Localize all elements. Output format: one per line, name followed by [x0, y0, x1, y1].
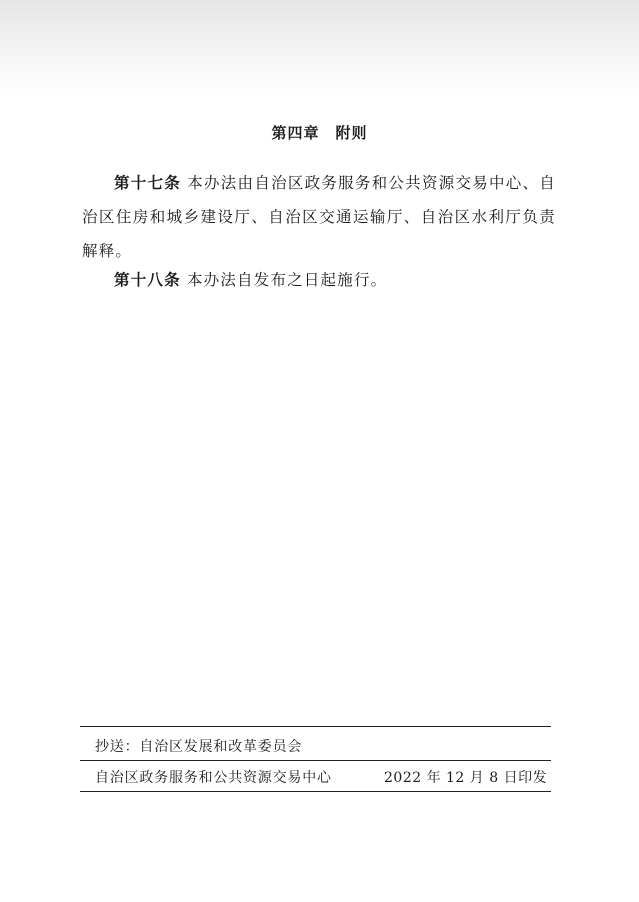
footer-rule-bottom [80, 791, 551, 792]
article-17 [82, 166, 556, 268]
article-text: 本办法由自治区政务服务和公共资源交易中心、自治区住房和城乡建设厅、自治区交通运输厅、自治区水利厅负责解释。 [82, 174, 556, 260]
chapter-title: 附则 [335, 124, 368, 142]
article-text: 本办法自发布之日起施行。 [186, 271, 388, 289]
article-label: 第十八条 [114, 271, 181, 289]
issuer: 自治区政务服务和公共资源交易中心 [95, 770, 332, 786]
cc-label: 抄送： [95, 739, 140, 755]
chapter-heading [0, 122, 639, 143]
article-18 [82, 263, 556, 297]
article-label: 第十七条 [114, 174, 182, 192]
cc-value: 自治区发展和改革委员会 [139, 739, 303, 755]
footer-rule-middle [80, 760, 551, 761]
chapter-number: 第四章 [271, 124, 320, 142]
cc-line [95, 736, 302, 756]
issue-date: 2022 年 12 月 8 日印发 [384, 770, 548, 786]
footer-rule-top [80, 726, 551, 727]
